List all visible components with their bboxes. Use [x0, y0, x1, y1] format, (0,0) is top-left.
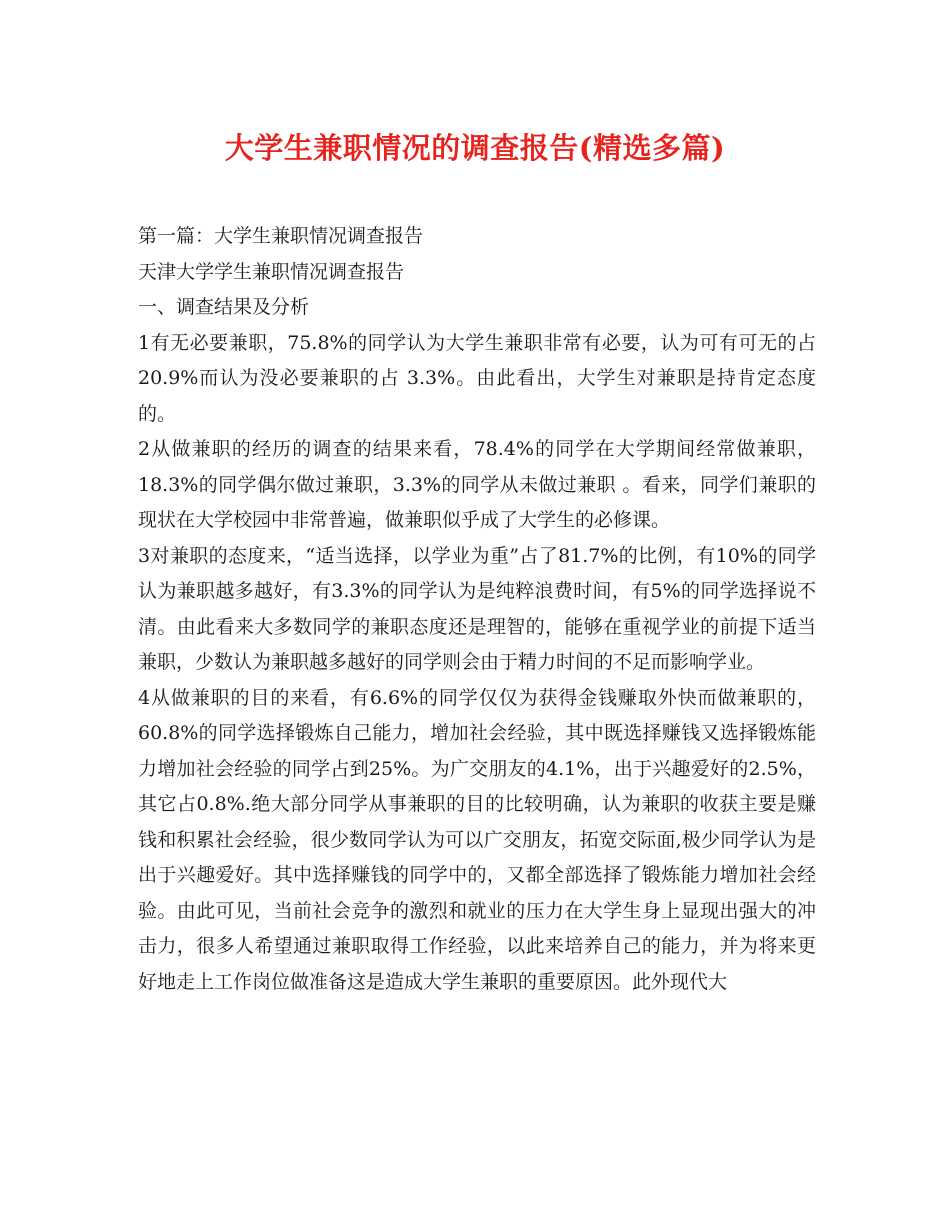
document-title: 大学生兼职情况的调查报告(精选多篇)	[224, 131, 726, 165]
paragraph-purpose: 4从做兼职的目的来看，有6.6%的同学仅仅为获得金钱赚取外快而做兼职的，60.8%的同学选择锻炼自己能力，增加社会经验，其中既选择赚钱又选择锻炼能力增加社会经验的同学占到25%。为广交朋友的4.1%，出于兴趣爱好的2.5%，其它占0.8%.绝大部分同学从事兼职的目的比较明确，认为兼职的收获主要是赚钱和积累社会经验，很少数同学认为可以广交朋友，拓宽交际面,极少同学认为是出于兴趣爱好。其中选择赚钱的同学中的，又都全部选择了锻炼能力增加社会经验。由此可见，当前社会竞争的激烈和就业的压力在大学生身上显现出强大的冲击力，很多人希望通过兼职取得工作经验，以此来培养自己的能力，并为将来更好地走上工作岗位做准备这是造成大学生兼职的重要原因。此外现代大	[138, 686, 816, 993]
document-body	[138, 219, 816, 1000]
paragraph-attitude: 3对兼职的态度来，“适当选择，以学业为重”占了81.7%的比例，有10%的同学认为兼职越多越好，有3.3%的同学认为是纯粹浪费时间，有5%的同学选择说不清。由此看来大多数同学的兼职态度还是理智的，能够在重视学业的前提下适当兼职，少数认为兼职越多越好的同学则会由于精力时间的不足而影响学业。	[138, 544, 816, 673]
report-heading: 天津大学学生兼职情况调查报告	[138, 260, 405, 283]
paragraph-necessity: 1有无必要兼职，75.8%的同学认为大学生兼职非常有必要，认为可有可无的占20.9%而认为没必要兼职的占 3.3%。由此看出，大学生对兼职是持肯定态度的。	[138, 331, 816, 425]
section-heading: 一、调查结果及分析	[138, 296, 310, 318]
part-heading: 第一篇：大学生兼职情况调查报告	[138, 225, 424, 247]
paragraph-experience: 2从做兼职的经历的调查的结果来看，78.4%的同学在大学期间经常做兼职，18.3%的同学偶尔做过兼职，3.3%的同学从未做过兼职 。看来，同学们兼职的现状在大学校园中非常普遍，做兼职似乎成了大学生的必修课。	[138, 438, 816, 531]
